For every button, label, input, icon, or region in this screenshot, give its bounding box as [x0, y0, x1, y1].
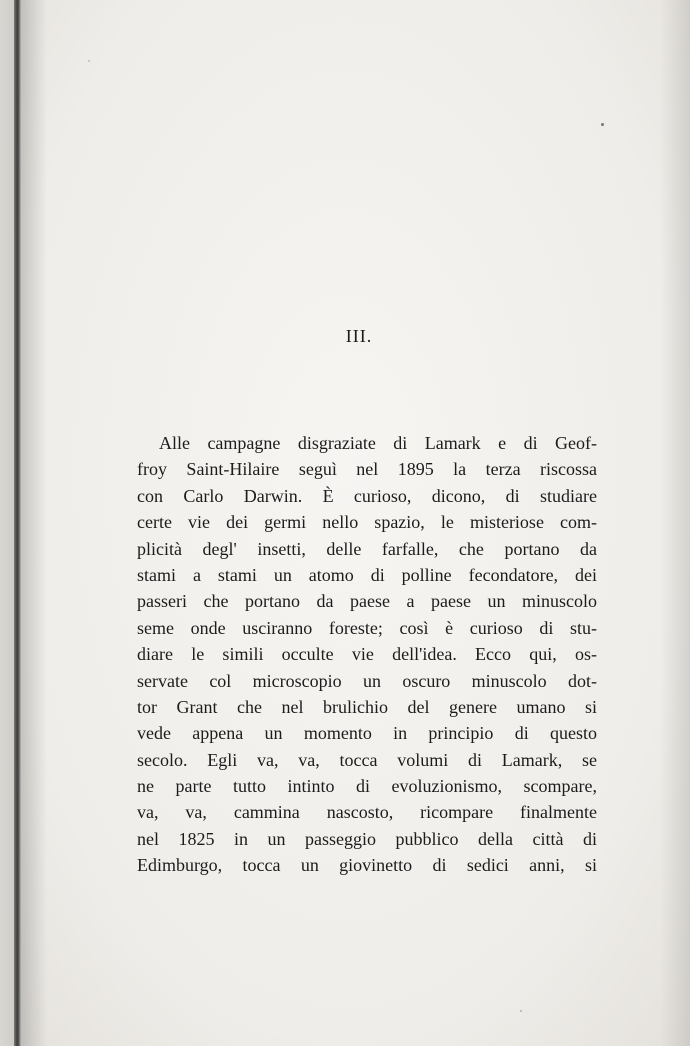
text-line: nel 1825 in un passeggio pubblico della città di	[137, 828, 597, 849]
text-line: con Carlo Darwin. È curioso, dicono, di studiare	[137, 485, 597, 506]
body-paragraph	[137, 430, 597, 879]
page-gutter	[0, 0, 14, 1046]
paper-speck	[520, 1010, 522, 1012]
text-line: secolo. Egli va, va, tocca volumi di Lamark, se	[137, 749, 597, 770]
paper-speck	[601, 123, 604, 126]
text-line: passeri che portano da paese a paese un minuscolo	[137, 591, 597, 612]
text-line: tor Grant che nel brulichio del genere umano si	[137, 696, 597, 717]
text-line: va, va, cammina nascosto, ricompare finalmente	[137, 802, 597, 823]
text-line: diare le simili occulte vie dell'idea. Ecco qui, os-	[137, 644, 597, 665]
chapter-heading: III.	[345, 326, 373, 346]
page-edge-shade	[660, 0, 690, 1046]
paper-speck	[88, 60, 90, 62]
text-line: Edimburgo, tocca un giovinetto di sedici anni, si	[137, 855, 597, 876]
text-line: ne parte tutto intinto di evoluzionismo, scompare,	[137, 776, 597, 797]
text-line: stami a stami un atomo di polline fecondatore, dei	[137, 564, 597, 585]
binding-shadow	[21, 0, 47, 1046]
binding-edge	[14, 0, 21, 1046]
text-line: vede appena un momento in principio di questo	[137, 723, 597, 744]
text-line: Alle campagne disgraziate di Lamark e di Geof-	[159, 433, 597, 453]
text-line: froy Saint-Hilaire seguì nel 1895 la terza riscossa	[137, 459, 597, 480]
text-line: certe vie dei germi nello spazio, le misteriose com-	[137, 512, 597, 533]
text-line: seme onde usciranno foreste; così è curioso di stu-	[137, 617, 597, 638]
text-line: plicità degl' insetti, delle farfalle, che portano da	[137, 538, 597, 559]
text-line: servate col microscopio un oscuro minuscolo dot-	[137, 670, 597, 691]
